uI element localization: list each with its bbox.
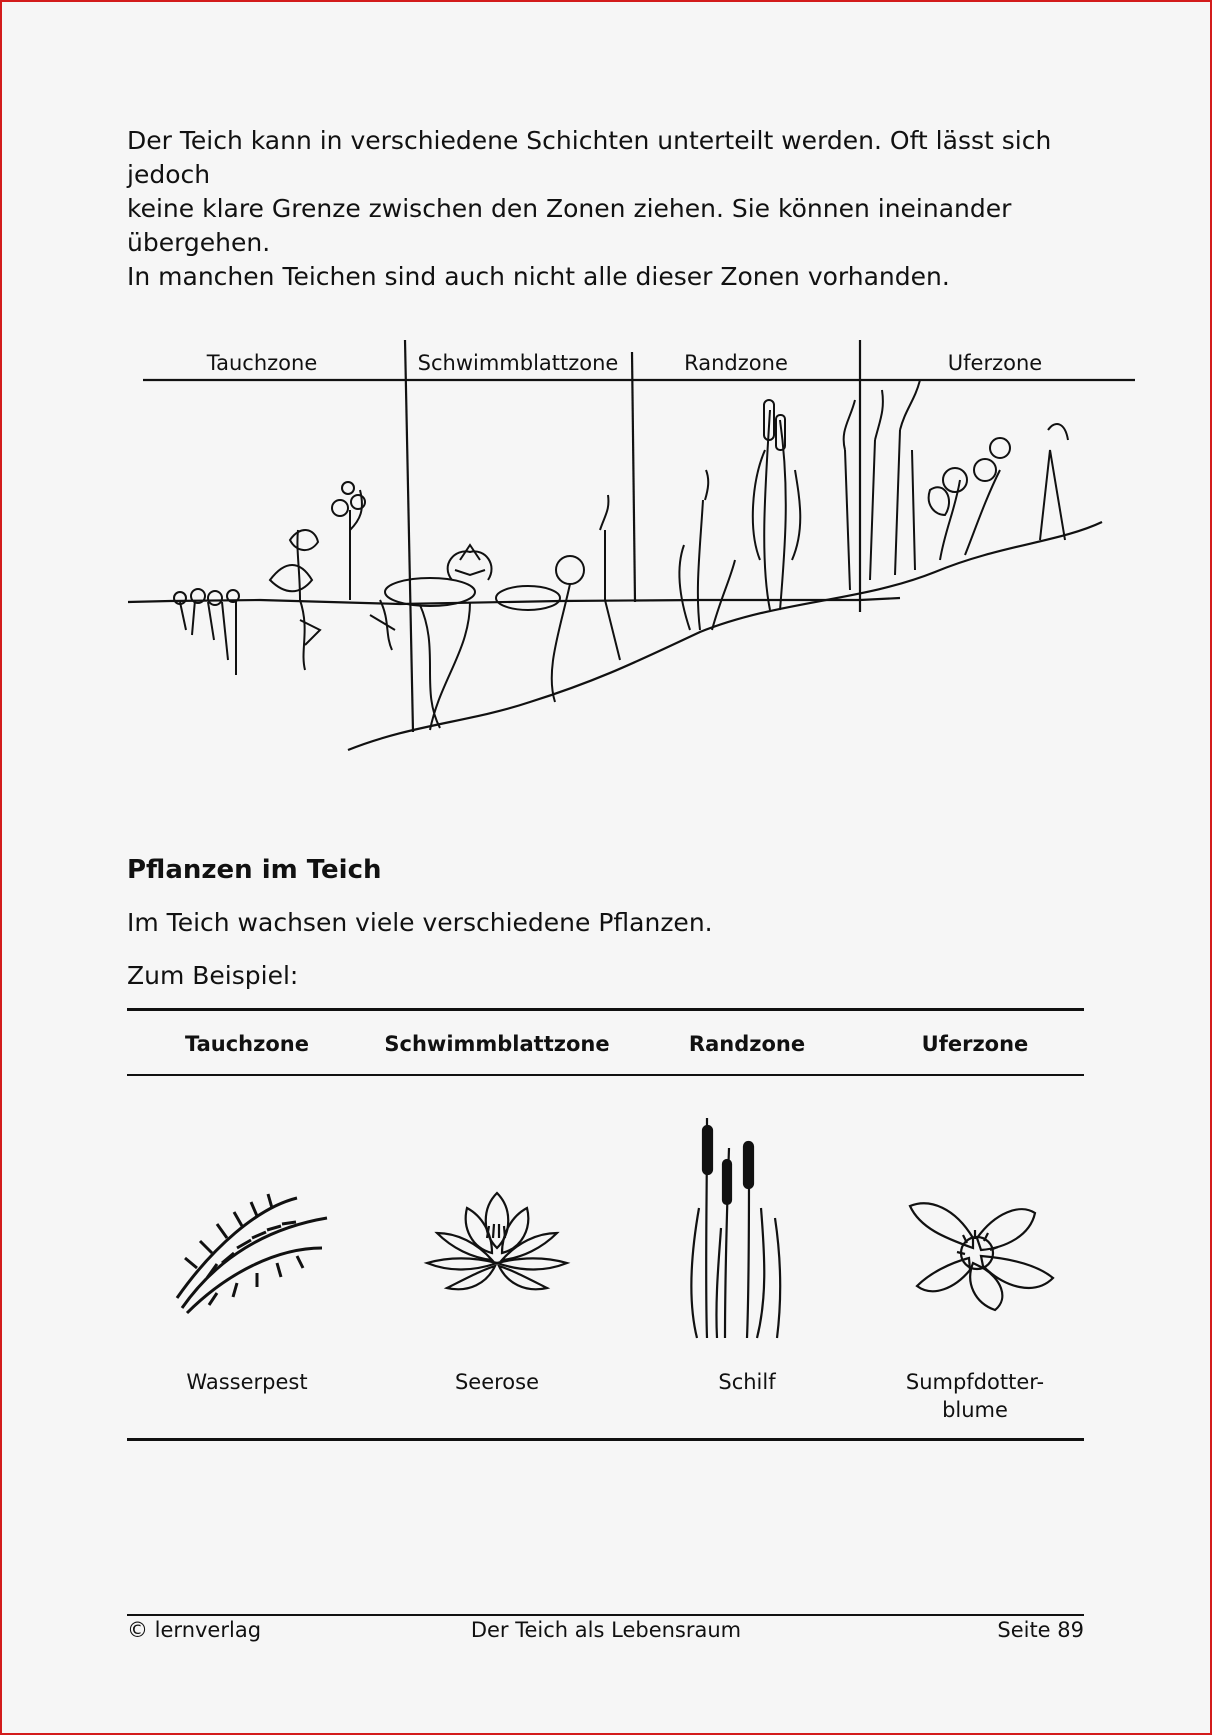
water-lily-icon: [407, 1098, 587, 1348]
pond-zones-diagram: [0, 330, 1212, 770]
plant-name: [377, 1368, 617, 1396]
plant-name-line-2: blume: [942, 1398, 1008, 1422]
section-title: Pflanzen im Teich: [127, 855, 382, 885]
waterweed-icon: [157, 1098, 337, 1348]
table-column-randzone: [627, 1008, 867, 1440]
column-header: Randzone: [688, 1032, 806, 1056]
section-text-2: Zum Beispiel:: [127, 961, 299, 990]
intro-line-1: Der Teich kann in verschiedene Schichten unterteilt werden. Oft lässt sich jedoch: [127, 126, 1052, 189]
zone-label-randzone: Randzone: [684, 351, 788, 375]
submerged-plants-illustration: [174, 482, 395, 675]
table-column-uferzone: [855, 1008, 1095, 1440]
plant-name-line-1: Seerose: [454, 1370, 540, 1394]
footer-page-number: Seite 89: [997, 1618, 1084, 1642]
floating-plants-illustration: [385, 495, 620, 730]
plant-name-line-1: Sumpfdotter-: [905, 1370, 1045, 1394]
pond-ground: [348, 522, 1102, 750]
shore-plants-illustration: [844, 380, 1068, 590]
marsh-marigold-icon: [885, 1098, 1065, 1348]
column-header: Uferzone: [921, 1032, 1029, 1056]
plant-name: [855, 1368, 1095, 1424]
table-column-tauchzone: [127, 1008, 367, 1440]
zone-label-schwimmblattzone: Schwimmblattzone: [417, 351, 619, 375]
plant-name: [127, 1368, 367, 1396]
intro-line-3: In manchen Teichen sind auch nicht alle dieser Zonen vorhanden.: [127, 262, 950, 291]
footer-title: Der Teich als Lebensraum: [470, 1618, 742, 1642]
column-header: Schwimmblattzone: [384, 1032, 610, 1056]
section-text-1: Im Teich wachsen viele verschiedene Pflanzen.: [127, 908, 713, 937]
intro-line-2: keine klare Grenze zwischen den Zonen ziehen. Sie können ineinander übergehen.: [127, 194, 1012, 257]
plant-name-line-1: Wasserpest: [186, 1370, 308, 1394]
water-surface: [128, 598, 900, 604]
intro-paragraph: [127, 124, 1087, 294]
plants-table: [127, 1008, 1084, 1440]
footer-publisher: © lernverlag: [127, 1618, 262, 1642]
column-header: Tauchzone: [185, 1032, 309, 1056]
footer-rule: [127, 1614, 1084, 1616]
zone-label-tauchzone: Tauchzone: [206, 351, 318, 375]
table-column-schwimmblattzone: [377, 1008, 617, 1440]
reed-icon: [657, 1098, 837, 1348]
plant-name-line-1: Schilf: [718, 1370, 776, 1394]
plant-name: [627, 1368, 867, 1396]
reed-plants-illustration: [679, 400, 800, 630]
zone-divider-1: [405, 340, 413, 732]
zone-divider-2: [632, 352, 635, 602]
zone-label-uferzone: Uferzone: [947, 351, 1043, 375]
